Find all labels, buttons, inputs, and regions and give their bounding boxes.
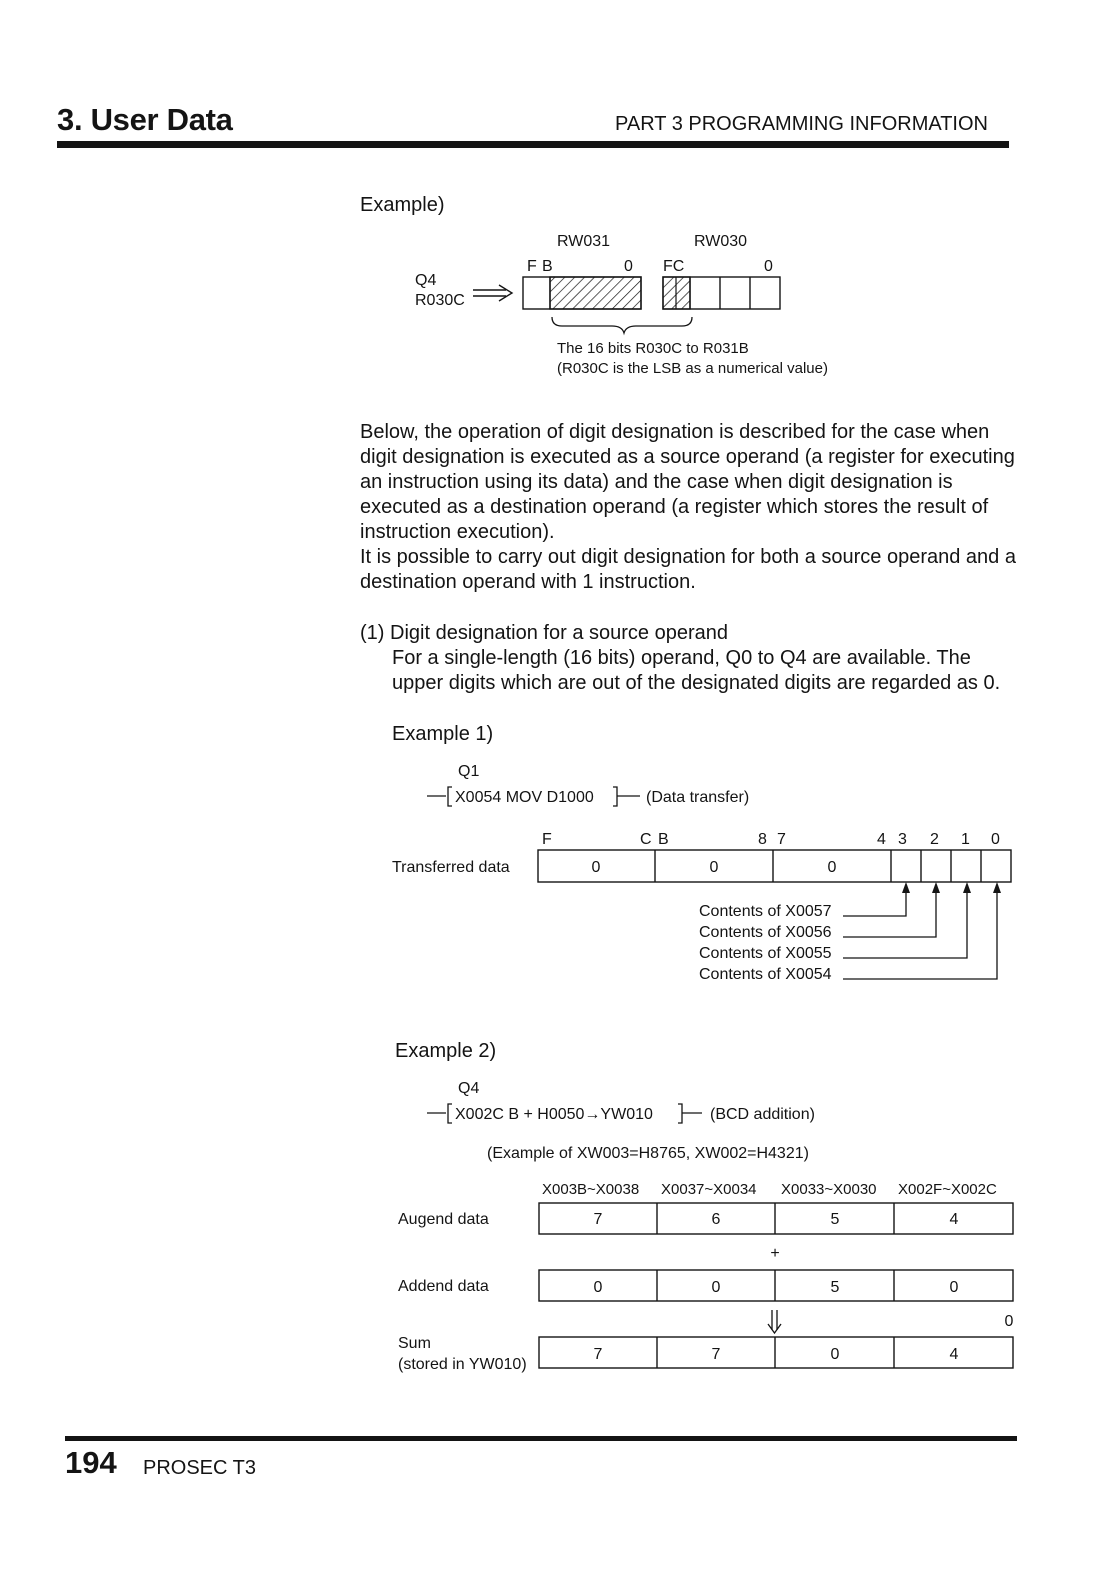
part-title: PART 3 PROGRAMMING INFORMATION — [615, 113, 988, 135]
sum-val-2: 0 — [830, 1346, 840, 1363]
contents-x0057: Contents of X0057 — [699, 903, 832, 920]
e1-bit-1: 1 — [961, 831, 970, 848]
addend-val-2: 5 — [830, 1279, 840, 1296]
bracket-brace — [552, 317, 692, 333]
e1-cell-2: 0 — [827, 859, 837, 876]
footer-rule — [65, 1436, 1017, 1441]
e1-bit-0: 0 — [991, 831, 1000, 848]
body-paragraph-2: It is possible to carry out digit designation for both a source operand and a destination operand with 1 instruction. — [360, 546, 1016, 593]
example1-instruction: X0054 MOV D1000 — [455, 789, 594, 806]
e1-bit-2: 2 — [930, 831, 939, 848]
augend-val-3: 4 — [949, 1211, 959, 1228]
example2-note: (Example of XW003=H8765, XW002=H4321) — [487, 1145, 809, 1162]
ladder-bracket-right-2 — [678, 1104, 702, 1123]
subsection-text-2: upper digits which are out of the designated digits are regarded as 0. — [392, 672, 1001, 694]
e1-bit-4: 4 — [877, 831, 886, 848]
sum-label-note: (stored in YW010) — [398, 1356, 527, 1373]
addend-val-0: 0 — [593, 1279, 603, 1296]
sum-register — [539, 1337, 1013, 1368]
example1-qualifier: Q1 — [458, 763, 480, 780]
ladder-bracket-right — [613, 787, 640, 806]
page-number: 194 — [65, 1445, 117, 1480]
example2-instruction: X002C B + H0050→YW010 — [455, 1106, 653, 1123]
bit-label-0-high: 0 — [624, 258, 633, 275]
sum-val-1: 7 — [711, 1346, 721, 1363]
carry-value: 0 — [1004, 1313, 1014, 1330]
addend-register — [539, 1270, 1013, 1301]
operand-q: Q4 — [415, 272, 437, 289]
arrowheads — [902, 882, 1001, 893]
augend-val-2: 5 — [830, 1211, 840, 1228]
example1-row-label: Transferred data — [392, 859, 510, 876]
col-header-2: X0033~X0030 — [781, 1181, 877, 1198]
caption-line1: The 16 bits R030C to R031B — [557, 340, 749, 357]
example2-comment: (BCD addition) — [710, 1106, 815, 1123]
e1-bit-3: 3 — [898, 831, 907, 848]
augend-val-0: 7 — [593, 1211, 603, 1228]
addend-val-1: 0 — [711, 1279, 721, 1296]
register-high-label: RW031 — [557, 233, 611, 250]
plus-sign: + — [770, 1245, 780, 1262]
register-low-label: RW030 — [694, 233, 748, 250]
body-paragraph — [360, 420, 1020, 595]
example1-label: Example 1) — [392, 723, 494, 745]
ladder-bracket-left — [427, 787, 452, 806]
bit-label-fc: FC — [663, 258, 685, 275]
body-paragraph-1: Below, the operation of digit designation is described for the case when digit designation is executed as a source operand (a register for executing an instruction using its data) and the case when digit designation is executed as a destination operand (a register which stores the result of instruction execution). — [360, 421, 1015, 543]
e1-cell-1: 0 — [709, 859, 719, 876]
sum-val-0: 7 — [593, 1346, 603, 1363]
ladder-bracket-left-2 — [427, 1104, 452, 1123]
e1-cell-0: 0 — [591, 859, 601, 876]
transferred-data-register — [538, 850, 1011, 882]
augend-label: Augend data — [398, 1211, 489, 1228]
e1-bit-8: 8 — [758, 831, 767, 848]
contents-x0055: Contents of X0055 — [699, 945, 832, 962]
hatched-bits-high — [550, 277, 641, 309]
augend-val-1: 6 — [711, 1211, 721, 1228]
subsection-heading: (1) Digit designation for a source operand — [360, 622, 728, 644]
col-header-0: X003B~X0038 — [542, 1181, 640, 1198]
e1-bit-7: 7 — [777, 831, 786, 848]
intro-example-label: Example) — [360, 194, 445, 216]
e1-bit-c: C — [640, 831, 652, 848]
subsection-text-1: For a single-length (16 bits) operand, Q0 to Q4 are available. The — [392, 647, 971, 669]
example2-qualifier: Q4 — [458, 1080, 480, 1097]
operand-r: R030C — [415, 292, 465, 309]
addend-label: Addend data — [398, 1278, 489, 1295]
sum-val-3: 4 — [949, 1346, 959, 1363]
section-title: 3. User Data — [57, 102, 233, 137]
product-name: PROSEC T3 — [143, 1457, 256, 1479]
example2-label: Example 2) — [395, 1040, 497, 1062]
down-double-arrow-icon — [768, 1310, 781, 1333]
contents-arrows — [843, 888, 997, 979]
col-header-1: X0037~X0034 — [661, 1181, 757, 1198]
bit-label-f: F — [527, 258, 537, 275]
augend-register — [539, 1203, 1013, 1234]
col-header-3: X002F~X002C — [898, 1181, 997, 1198]
bit-label-b: B — [542, 258, 553, 275]
e1-bit-b: B — [658, 831, 669, 848]
caption-line2: (R030C is the LSB as a numerical value) — [557, 360, 828, 377]
e1-bit-f: F — [542, 831, 552, 848]
bit-label-0-low: 0 — [764, 258, 773, 275]
sum-label: Sum — [398, 1335, 431, 1352]
contents-x0056: Contents of X0056 — [699, 924, 832, 941]
double-arrow-icon — [473, 285, 512, 301]
contents-x0054: Contents of X0054 — [699, 966, 832, 983]
example1-comment: (Data transfer) — [646, 789, 750, 806]
addend-val-3: 0 — [949, 1279, 959, 1296]
